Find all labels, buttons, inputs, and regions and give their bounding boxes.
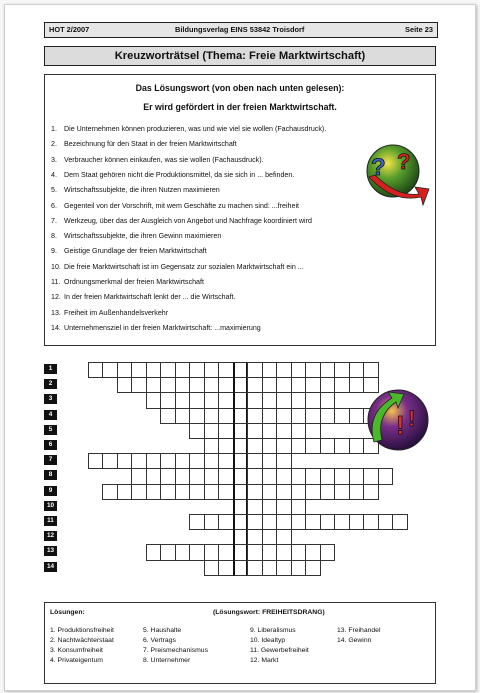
crossword-cell[interactable] [276,362,292,378]
solution-item: 14. Gewinn [337,637,372,644]
crossword-cell[interactable] [334,438,350,454]
crossword-cell[interactable] [291,499,307,515]
question-text: Wirtschaftssubjekte, die ihren Gewinn maximieren [64,232,222,241]
crossword-cell[interactable] [291,438,307,454]
question-number: 4. [51,170,57,179]
crossword-cell[interactable] [218,408,234,424]
crossword-cell[interactable] [305,560,321,576]
crossword-cell[interactable] [247,423,263,439]
crossword-cell[interactable] [146,377,162,393]
crossword-cell[interactable] [204,438,220,454]
question-text: Wirtschaftssubjekte, die ihren Nutzen maximieren [64,186,220,195]
crossword-cell[interactable] [204,484,220,500]
crossword-cell[interactable] [117,484,133,500]
crossword-cell[interactable] [160,484,176,500]
row-number: 14 [44,562,57,572]
crossword-cell[interactable] [247,560,263,576]
crossword-cell[interactable] [204,468,220,484]
row-number: 13 [44,546,57,556]
crossword-cell[interactable] [262,468,278,484]
crossword-cell[interactable] [218,514,234,530]
crossword-cell[interactable] [305,362,321,378]
crossword-cell[interactable] [262,499,278,515]
question-item [51,293,236,301]
question-text: Bezeichnung für den Staat in der freien Marktwirtschaft [64,140,237,149]
crossword-cell[interactable] [131,362,147,378]
solution-cell[interactable] [233,484,249,500]
crossword-cell[interactable] [276,453,292,469]
solution-cell[interactable] [233,453,249,469]
crossword-cell[interactable] [276,529,292,545]
crossword-cell[interactable] [291,423,307,439]
question-number: 12. [51,293,61,302]
crossword-cell[interactable] [349,362,365,378]
crossword-cell[interactable] [276,423,292,439]
header-publisher: Bildungsverlag EINS 53842 Troisdorf [175,25,305,34]
intro-line-1: Das Lösungswort (von oben nach unten gelesen): [135,83,345,93]
crossword-cell[interactable] [320,377,336,393]
solution-item: 1. Produktionsfreiheit [50,627,114,634]
header-left: HOT 2/2007 [49,25,90,34]
svg-text:!: ! [396,410,405,440]
crossword-cell[interactable] [131,377,147,393]
crossword-cell[interactable] [189,514,205,530]
page-header [44,22,438,38]
crossword-cell[interactable] [349,514,365,530]
question-number: 6. [51,201,57,210]
crossword-cell[interactable] [218,377,234,393]
crossword-cell[interactable] [305,468,321,484]
question-number: 1. [51,125,57,133]
crossword-cell[interactable] [247,392,263,408]
row-number: 1 [44,364,57,374]
crossword-cell[interactable] [146,392,162,408]
crossword-cell[interactable] [175,484,191,500]
crossword-cell[interactable] [291,544,307,560]
row-number: 7 [44,455,57,465]
question-item [51,125,326,133]
crossword-cell[interactable] [363,514,379,530]
question-text: Freiheit im Außenhandelsverkehr [64,308,169,317]
header-page-number: Seite 23 [405,25,433,34]
crossword-cell[interactable] [189,453,205,469]
crossword-cell[interactable] [276,514,292,530]
crossword-cell[interactable] [218,468,234,484]
crossword-cell[interactable] [218,560,234,576]
question-text: Die freie Marktwirtschaft ist im Gegensatz zur sozialen Marktwirtschaft ein ... [64,262,304,271]
question-number: 9. [51,247,57,256]
question-item [51,263,304,271]
crossword-cell[interactable] [117,377,133,393]
crossword-cell[interactable] [262,362,278,378]
crossword-cell[interactable] [334,484,350,500]
row-number: 6 [44,440,57,450]
crossword-cell[interactable] [247,408,263,424]
crossword-cell[interactable] [204,453,220,469]
solution-cell[interactable] [233,560,249,576]
svg-text:?: ? [371,154,386,181]
solution-item: 7. Preismechanismus [143,647,208,654]
crossword-cell[interactable] [117,453,133,469]
crossword-cell[interactable] [160,468,176,484]
crossword-cell[interactable] [363,484,379,500]
crossword-cell[interactable] [334,362,350,378]
crossword-cell[interactable] [320,544,336,560]
crossword-cell[interactable] [291,560,307,576]
crossword-cell[interactable] [204,408,220,424]
crossword-cell[interactable] [117,362,133,378]
crossword-cell[interactable] [247,468,263,484]
crossword-cell[interactable] [320,514,336,530]
question-text: Gegenteil von der Vorschrift, mit wem Geschäfte zu machen sind: ...freiheit [64,201,299,210]
crossword-cell[interactable] [189,468,205,484]
crossword-cell[interactable] [204,377,220,393]
crossword-cell[interactable] [392,514,408,530]
crossword-cell[interactable] [175,544,191,560]
crossword-cell[interactable] [175,377,191,393]
question-number: 13. [51,308,61,317]
solution-cell[interactable] [233,529,249,545]
crossword-cell[interactable] [175,362,191,378]
solution-cell[interactable] [233,438,249,454]
crossword-cell[interactable] [175,468,191,484]
crossword-cell[interactable] [363,468,379,484]
crossword-cell[interactable] [262,423,278,439]
worksheet-title: Kreuzworträtsel (Thema: Freie Marktwirtschaft) [44,46,436,66]
question-item [51,309,168,317]
crossword-cell[interactable] [262,544,278,560]
crossword-cell[interactable] [175,408,191,424]
crossword-cell[interactable] [175,392,191,408]
solution-cell[interactable] [233,514,249,530]
question-item [51,156,264,164]
question-text: Ordnungsmerkmal der freien Marktwirtschaft [64,278,204,286]
question-text: Dem Staat gehören nicht die Produktionsmittel, da sie sich in ... befinden. [64,170,295,179]
solution-cell[interactable] [233,362,249,378]
crossword-cell[interactable] [218,438,234,454]
crossword-cell[interactable] [247,544,263,560]
crossword-cell[interactable] [276,377,292,393]
crossword-cell[interactable] [334,408,350,424]
solution-cell[interactable] [233,468,249,484]
solution-item: 2. Nachtwächterstaat [50,637,114,644]
crossword-cell[interactable] [305,544,321,560]
crossword-cell[interactable] [320,392,336,408]
exclamation-marks-icon [362,384,436,458]
crossword-cell[interactable] [189,408,205,424]
crossword-cell[interactable] [291,484,307,500]
crossword-cell[interactable] [102,453,118,469]
crossword-cell[interactable] [276,392,292,408]
row-number: 2 [44,379,57,389]
crossword-cell[interactable] [305,514,321,530]
crossword-cell[interactable] [320,438,336,454]
crossword-cell[interactable] [262,560,278,576]
crossword-cell[interactable] [189,544,205,560]
crossword-grid [44,360,414,575]
row-number: 3 [44,394,57,404]
row-number: 4 [44,410,57,420]
crossword-cell[interactable] [146,362,162,378]
crossword-cell[interactable] [276,408,292,424]
question-text: Geistige Grundlage der freien Marktwirtschaft [64,247,207,256]
question-text: Werkzeug, über das der Ausgleich von Angebot und Nachfrage koordiniert wird [64,216,312,225]
question-marks-icon [363,139,433,209]
crossword-cell[interactable] [247,529,263,545]
crossword-cell[interactable] [363,362,379,378]
question-item [51,217,312,225]
question-number: 3. [51,155,57,164]
row-number: 10 [44,501,57,511]
question-item [51,202,299,210]
row-number: 5 [44,425,57,435]
crossword-cell[interactable] [160,408,176,424]
crossword-cell[interactable] [305,377,321,393]
solution-item: 10. Idealtyp [250,637,286,644]
solution-item: 6. Vertrags [143,637,176,644]
crossword-cell[interactable] [276,438,292,454]
crossword-cell[interactable] [320,362,336,378]
crossword-cell[interactable] [218,392,234,408]
question-item [51,232,221,240]
crossword-cell[interactable] [175,453,191,469]
crossword-cell[interactable] [160,362,176,378]
crossword-cell[interactable] [131,468,147,484]
question-item [51,324,261,332]
svg-text:?: ? [397,149,411,174]
question-number: 2. [51,140,57,149]
solution-item: 9. Liberalismus [250,627,296,634]
solution-item: 12. Markt [250,657,279,664]
crossword-cell[interactable] [291,468,307,484]
crossword-cell[interactable] [160,544,176,560]
crossword-cell[interactable] [276,544,292,560]
crossword-cell[interactable] [262,484,278,500]
question-number: 8. [51,232,57,241]
crossword-cell[interactable] [204,560,220,576]
crossword-cell[interactable] [247,362,263,378]
row-number: 11 [44,516,57,526]
question-number: 10. [51,262,61,271]
solutions-label: Lösungen: [50,609,85,616]
crossword-cell[interactable] [291,392,307,408]
crossword-cell[interactable] [204,392,220,408]
crossword-cell[interactable] [189,392,205,408]
crossword-cell[interactable] [189,377,205,393]
crossword-cell[interactable] [291,408,307,424]
solution-cell[interactable] [233,544,249,560]
crossword-cell[interactable] [276,499,292,515]
question-text: Die Unternehmen können produzieren, was und wie viel sie wollen (Fachausdruck). [64,125,327,133]
crossword-cell[interactable] [204,362,220,378]
crossword-cell[interactable] [247,377,263,393]
question-item [51,278,204,286]
crossword-cell[interactable] [247,438,263,454]
crossword-cell[interactable] [218,362,234,378]
crossword-cell[interactable] [305,392,321,408]
crossword-cell[interactable] [218,453,234,469]
crossword-cell[interactable] [291,362,307,378]
crossword-cell[interactable] [218,484,234,500]
questions-box [44,74,436,346]
crossword-cell[interactable] [146,453,162,469]
solution-cell[interactable] [233,499,249,515]
crossword-cell[interactable] [334,377,350,393]
crossword-cell[interactable] [247,484,263,500]
crossword-cell[interactable] [305,408,321,424]
crossword-cell[interactable] [131,484,147,500]
crossword-cell[interactable] [262,377,278,393]
solution-cell[interactable] [233,408,249,424]
solution-cell[interactable] [233,392,249,408]
solution-item: 3. Konsumfreiheit [50,647,103,654]
crossword-cell[interactable] [349,484,365,500]
crossword-cell[interactable] [291,514,307,530]
question-number: 7. [51,216,57,225]
row-number: 8 [44,470,57,480]
crossword-cell[interactable] [218,423,234,439]
crossword-cell[interactable] [262,453,278,469]
solution-word: (Lösungswort: FREIHEITSDRANG) [213,609,325,616]
crossword-cell[interactable] [189,362,205,378]
crossword-cell[interactable] [189,423,205,439]
row-number: 12 [44,531,57,541]
crossword-cell[interactable] [305,438,321,454]
solution-item: 5. Haushalte [143,627,182,634]
crossword-cell[interactable] [262,514,278,530]
crossword-cell[interactable] [262,529,278,545]
crossword-cell[interactable] [320,484,336,500]
question-number: 5. [51,186,57,195]
crossword-cell[interactable] [204,423,220,439]
svg-text:!: ! [408,406,416,431]
crossword-cell[interactable] [131,453,147,469]
crossword-cell[interactable] [146,484,162,500]
solution-cell[interactable] [233,377,249,393]
crossword-cell[interactable] [247,453,263,469]
crossword-cell[interactable] [276,484,292,500]
crossword-cell[interactable] [160,453,176,469]
solution-cell[interactable] [233,423,249,439]
crossword-cell[interactable] [88,362,104,378]
crossword-cell[interactable] [102,484,118,500]
question-item [51,171,294,179]
crossword-cell[interactable] [334,468,350,484]
crossword-cell[interactable] [262,408,278,424]
question-number: 14. [51,323,61,332]
crossword-cell[interactable] [204,514,220,530]
question-item [51,186,220,194]
crossword-cell[interactable] [189,484,205,500]
question-number: 11. [51,278,61,286]
crossword-cell[interactable] [320,468,336,484]
solution-item: 4. Privateigentum [50,657,103,664]
crossword-cell[interactable] [247,514,263,530]
crossword-cell[interactable] [305,423,321,439]
crossword-cell[interactable] [378,468,394,484]
crossword-cell[interactable] [102,362,118,378]
crossword-cell[interactable] [160,377,176,393]
crossword-cell[interactable] [146,544,162,560]
row-number: 9 [44,486,57,496]
crossword-cell[interactable] [88,453,104,469]
crossword-cell[interactable] [334,514,350,530]
crossword-cell[interactable] [146,468,162,484]
crossword-cell[interactable] [349,468,365,484]
question-item [51,140,237,148]
crossword-cell[interactable] [305,484,321,500]
intro-line-2: Er wird gefördert in der freien Marktwirtschaft. [143,102,337,112]
crossword-cell[interactable] [378,514,394,530]
crossword-cell[interactable] [291,377,307,393]
crossword-cell[interactable] [276,468,292,484]
crossword-cell[interactable] [160,392,176,408]
crossword-cell[interactable] [262,438,278,454]
solutions-box [44,602,436,684]
solution-item: 13. Freihandel [337,627,381,634]
crossword-cell[interactable] [276,560,292,576]
question-item [51,247,207,255]
question-text: Unternehmensziel in der freien Marktwirtschaft: ...maximierung [64,323,261,332]
solution-item: 11. Gewerbefreiheit [250,647,309,654]
crossword-cell[interactable] [204,544,220,560]
question-text: Verbraucher können einkaufen, was sie wollen (Fachausdruck). [64,155,264,164]
crossword-cell[interactable] [320,408,336,424]
crossword-cell[interactable] [218,544,234,560]
crossword-cell[interactable] [262,392,278,408]
question-text: In der freien Marktwirtschaft lenkt der ... die Wirtschaft. [64,293,236,302]
solution-item: 8. Unternehmer [143,657,191,664]
crossword-cell[interactable] [247,499,263,515]
